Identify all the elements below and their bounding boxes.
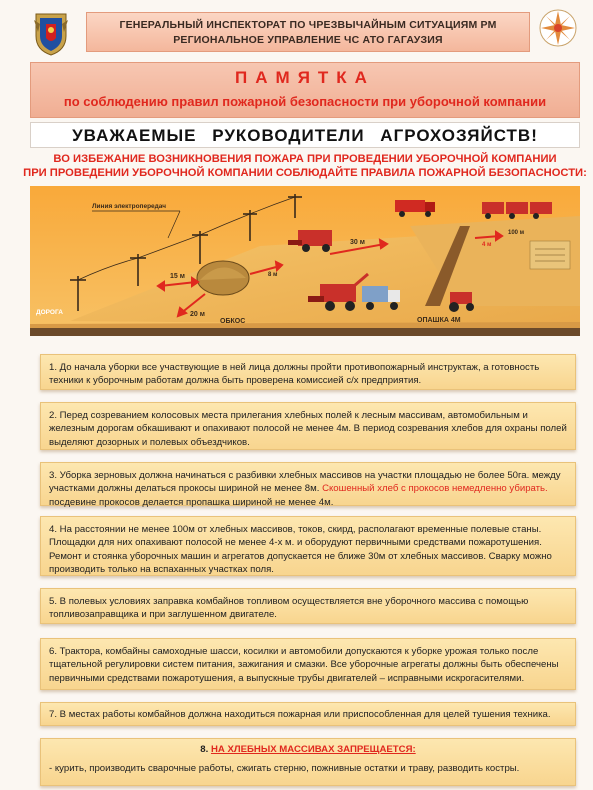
regional-office-name: РЕГИОНАЛЬНОЕ УПРАВЛЕНИЕ ЧС АТО ГАГАУЗИЯ <box>173 34 443 46</box>
address-heading: УВАЖАЕМЫЕ РУКОВОДИТЕЛИ АГРОХОЗЯЙСТВ! <box>30 122 580 148</box>
rule-5 <box>40 588 576 624</box>
intro-line-1: ВО ИЗБЕЖАНИЕ ВОЗНИКНОВЕНИЯ ПОЖАРА ПРИ ПРОВЕДЕНИИ УБОРОЧНОЙ КОМПАНИИ <box>53 153 557 165</box>
rule-8-text: - курить, производить сварочные работы, сжигать стерню, пожнивные остатки и траву, разводить костры. <box>49 763 520 775</box>
rule-5-text: 5. В полевых условиях заправка комбайнов топливом осуществляется вне уборочного массива с помощью топливозаправщика и при заглушенном двигателе. <box>49 596 529 621</box>
intro-line-2: ПРИ ПРОВЕДЕНИИ УБОРОЧНОЙ КОМПАНИИ СОБЛЮДАЙТЕ ПРАВИЛА ПОЖАРНОЙ БЕЗОПАСНОСТИ: <box>23 167 587 179</box>
field-safety-illustration <box>30 186 580 336</box>
label-road: ДОРОГА <box>36 309 63 316</box>
rule-8-number: 8. <box>200 744 211 755</box>
rule-6-text: 6. Трактора, комбайны самоходные шасси, косилки и автомобили допускаются к уборке урожая только после тщательной регулировки систем питания, зажигания и смазки. Все уборочные агрегаты должны быть обеспечены первичными средствами пожаротушения, а выпускные трубы двигателей – исправными искрогасителями. <box>49 646 559 684</box>
rule-8-heading <box>49 743 567 756</box>
rule-1 <box>40 354 576 390</box>
rule-4-text: 4. На расстоянии не менее 100м от хлебных массивов, токов, скирд, располагают временные полевые станы. Площадки для них опахивают полосой не менее 4-х м. и оборудуют первичными средствами пожаротушения. Ремонт и стоянка уборочных машин и агрегатов допускается не ближе 30м от хлебных массивов. Сварку можно производить только на вспаханных участках поля. <box>49 524 552 576</box>
rule-3-text-b: посдевине прокосов делается пропашка шириной не менее 4м. <box>49 496 334 508</box>
rule-7 <box>40 702 576 726</box>
label-100m: 100 м <box>508 230 525 236</box>
rule-3-text-a: 3. Уборка зерновых должна начинаться с разбивки хлебных массивов на участки площадью не более 50га. между участками должны делаться прокосы шириной не менее 8м. <box>49 470 561 495</box>
label-power-line: Линия электропередач <box>92 203 167 210</box>
agency-name: ГЕНЕРАЛЬНЫЙ ИНСПЕКТОРАТ ПО ЧРЕЗВЫЧАЙНЫМ СИТУАЦИЯМ РМ <box>119 19 497 31</box>
rule-4 <box>40 516 576 576</box>
rule-7-text: 7. В местах работы комбайнов должна находиться пожарная или приспособленная для целей тушения техника. <box>49 709 551 720</box>
rule-2 <box>40 402 576 450</box>
intro-text <box>20 152 590 180</box>
label-8m: 8 м <box>268 272 278 278</box>
label-opashka: ОПАШКА 4М <box>417 317 461 324</box>
rule-1-text: 1. До начала уборки все участвующие в ней лица должны пройти противопожарный инструктаж, а готовность техники к уборочным работам должна быть проверена комиссией с/х предприятия. <box>49 362 540 387</box>
agency-header <box>86 12 530 52</box>
emergency-service-logo <box>538 8 578 48</box>
rule-8-prohibited-title: НА ХЛЕБНЫХ МАССИВАХ ЗАПРЕЩАЕТСЯ <box>210 744 413 755</box>
coat-of-arms-emblem <box>32 10 70 56</box>
field-camp <box>530 241 570 269</box>
rule-2-text: 2. Перед созреванием колосовых места прилегания хлебных полей к лесным массивам, автомобильным и железным дорогам обкашивают и опахивают полосой не менее 4м. В период созревания хлебов для охраны полей выделяют дозорных и полевых объездчиков. <box>49 410 567 448</box>
rule-3 <box>40 462 576 506</box>
title-band <box>30 62 580 118</box>
rule-6 <box>40 638 576 690</box>
label-15m: 15 м <box>170 273 185 280</box>
label-obkos: ОБКОС <box>220 318 246 325</box>
rule-8-colon: : <box>412 744 416 755</box>
label-20m: 20 м <box>190 311 205 318</box>
rule-8 <box>40 738 576 786</box>
label-30m: 30 м <box>350 239 365 246</box>
page-subtitle: по соблюдению правил пожарной безопасности при уборочной компании <box>63 94 547 109</box>
rule-3-warning: Скошенный хлеб с прокосов немедленно убирать. <box>322 483 548 495</box>
label-4m: 4 м <box>482 242 492 248</box>
page-title: ПАМЯТКА <box>235 68 375 87</box>
